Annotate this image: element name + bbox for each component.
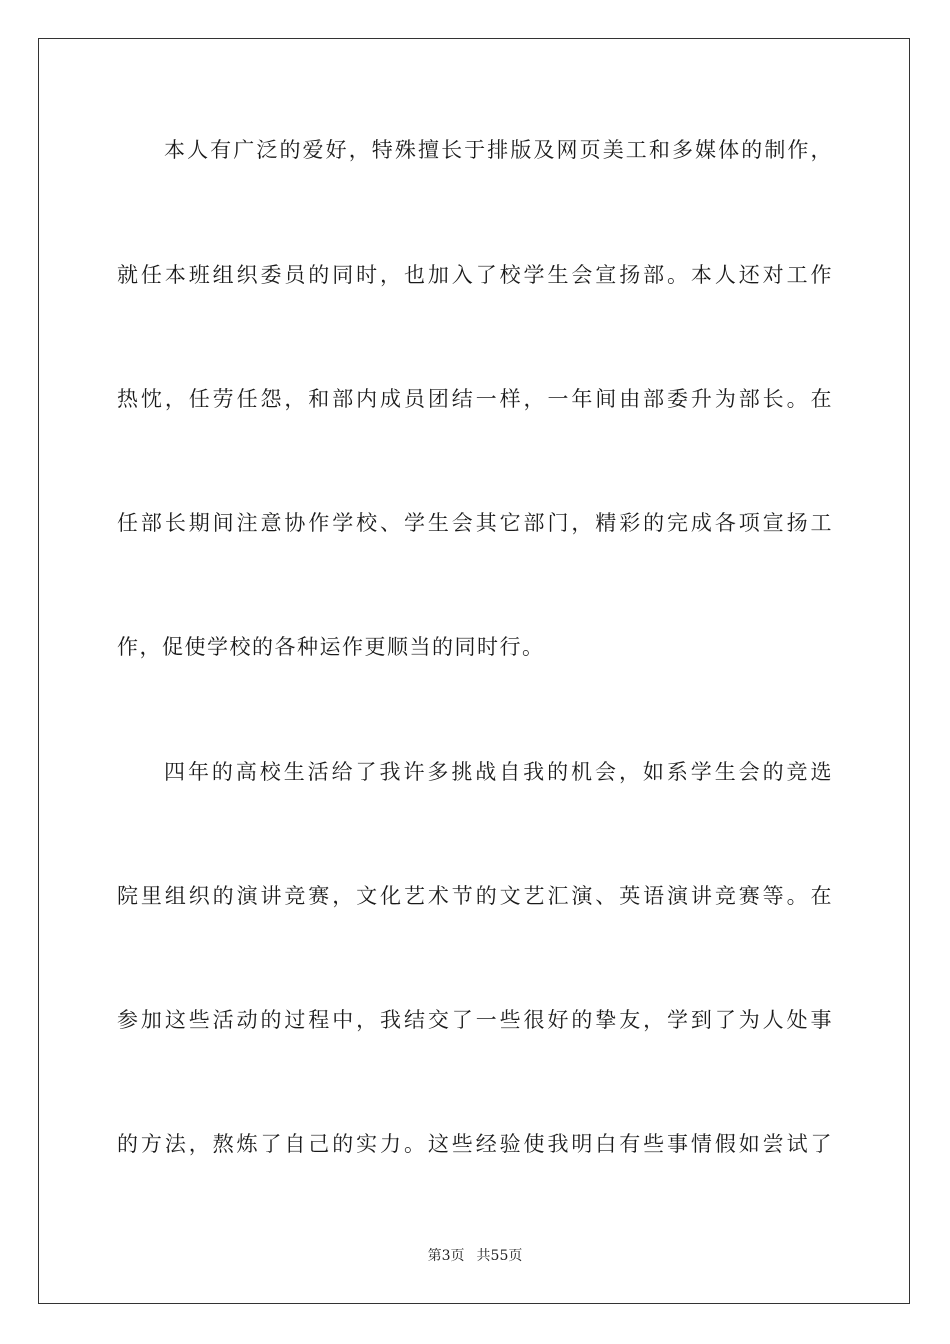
paragraph-1-line-3: 热忱，任劳任怨，和部内成员团结一样，一年间由部委升为部长。在 — [117, 387, 833, 411]
paragraph-2-line-1: 四年的高校生活给了我许多挑战自我的机会，如系学生会的竞选 — [164, 760, 833, 784]
paragraph-1-line-5: 作，促使学校的各种运作更顺当的同时行。 — [117, 635, 545, 659]
paragraph-2-line-3: 参加这些活动的过程中，我结交了一些很好的挚友，学到了为人处事 — [117, 1008, 833, 1032]
page-footer — [0, 1246, 950, 1266]
page-total: 共55页 — [476, 1248, 523, 1264]
paragraph-1-line-4: 任部长期间注意协作学校、学生会其它部门，精彩的完成各项宣扬工 — [117, 511, 833, 535]
paragraph-2-line-2: 院里组织的演讲竞赛，文化艺术节的文艺汇演、英语演讲竞赛等。在 — [117, 884, 833, 908]
paragraph-2-line-4: 的方法，熬炼了自己的实力。这些经验使我明白有些事情假如尝试了 — [117, 1132, 833, 1156]
paragraph-1-line-2: 就任本班组织委员的同时，也加入了校学生会宣扬部。本人还对工作 — [117, 263, 833, 287]
paragraph-1-line-1: 本人有广泛的爱好，特殊擅长于排版及网页美工和多媒体的制作， — [164, 138, 833, 162]
page-border — [38, 38, 910, 1304]
page-number: 第3页 — [427, 1248, 465, 1264]
